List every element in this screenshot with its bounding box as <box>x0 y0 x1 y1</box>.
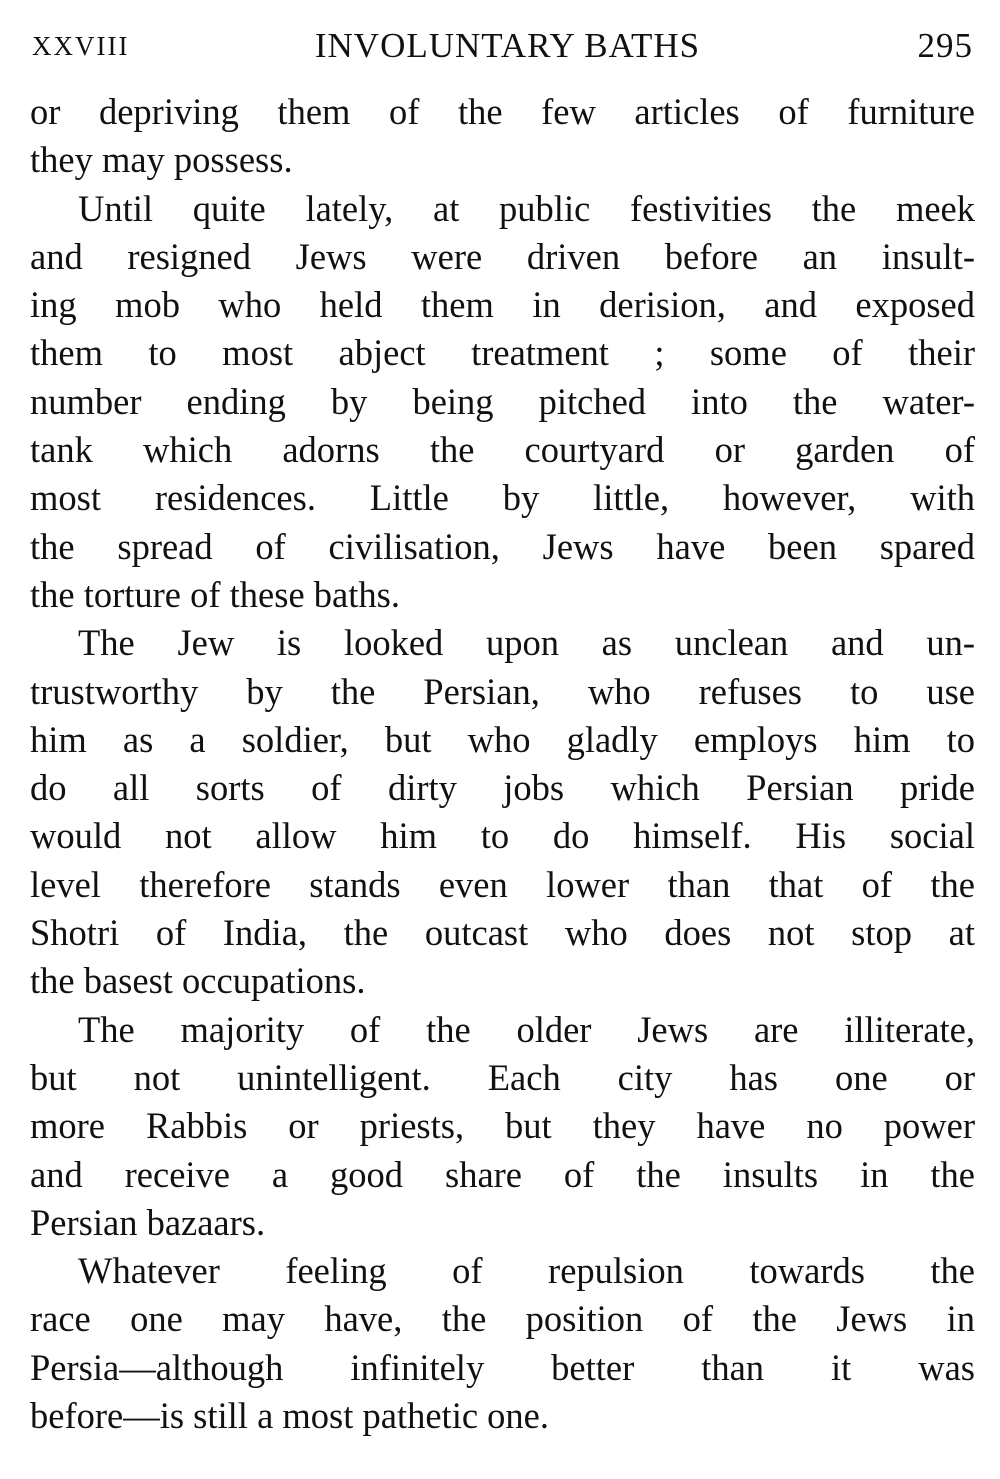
text-line: more Rabbis or priests, but they have no power <box>30 1105 975 1147</box>
text-line: Until quite lately, at public festivities the meek <box>78 187 975 229</box>
text-line: tank which adorns the courtyard or garden of <box>30 429 975 471</box>
text-line: and receive a good share of the insults in the <box>30 1153 975 1195</box>
text-line: do all sorts of dirty jobs which Persian pride <box>30 767 975 809</box>
text-line: would not allow him to do himself. His social <box>30 815 975 857</box>
text-line: Shotri of India, the outcast who does not stop at <box>30 912 975 954</box>
text-line: before—is still a most pathetic one. <box>30 1395 549 1437</box>
running-title: INVOLUNTARY BATHS <box>314 26 701 65</box>
text-line: the spread of civilisation, Jews have been spared <box>30 525 975 567</box>
text-line: ing mob who held them in derision, and exposed <box>30 284 975 326</box>
text-line: most residences. Little by little, however, with <box>30 477 975 519</box>
text-line: number ending by being pitched into the water- <box>30 380 975 422</box>
text-line: trustworthy by the Persian, who refuses to use <box>30 670 975 712</box>
text-line: they may possess. <box>30 139 293 181</box>
text-line: but not unintelligent. Each city has one or <box>30 1056 975 1098</box>
text-line: Persia—although infinitely better than it was <box>30 1346 975 1388</box>
text-line: Whatever feeling of repulsion towards the <box>78 1250 975 1292</box>
text-line: race one may have, the position of the Jews in <box>30 1298 975 1340</box>
running-head <box>30 18 975 74</box>
text-line: the torture of these baths. <box>30 573 400 615</box>
text-line: or depriving them of the few articles of furniture <box>30 91 975 132</box>
text-line: level therefore stands even lower than that of the <box>30 863 975 905</box>
text-line: and resigned Jews were driven before an insult- <box>30 235 975 277</box>
text-line: him as a soldier, but who gladly employs him to <box>30 718 975 760</box>
text-line: The majority of the older Jews are illiterate, <box>78 1008 975 1050</box>
chapter-number: XXVIII <box>32 31 130 61</box>
text-line: the basest occupations. <box>30 960 366 1002</box>
book-page <box>30 18 975 1440</box>
text-line: The Jew is looked upon as unclean and un- <box>78 622 975 664</box>
text-line: Persian bazaars. <box>30 1201 266 1243</box>
body-text <box>30 88 975 1440</box>
text-line: them to most abject treatment ; some of their <box>30 332 975 374</box>
page-number: 295 <box>917 26 973 65</box>
